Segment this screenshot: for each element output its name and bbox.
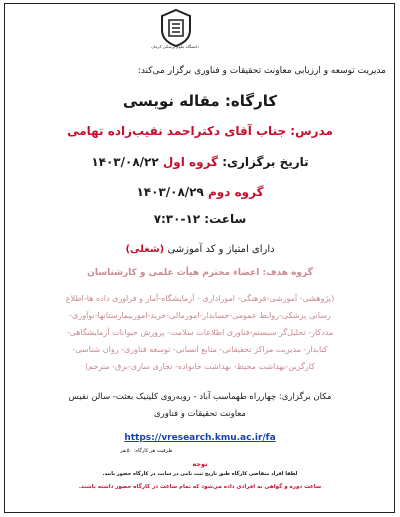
group-2-label: گروه دوم	[207, 185, 264, 199]
attention-heading	[14, 460, 386, 468]
group-1-date: ۱۴۰۳/۰۸/۲۲	[91, 155, 159, 169]
audience-heading: گروه هدف: اعضاء محترم هیأت علمی و کارشناسان	[87, 268, 313, 278]
certificate-note: ساعت دوره و گواهی به افرادی داده می‌شود که تمام ساعت در کارگاه حضور داشته باشند.	[78, 484, 322, 490]
group-2-date: ۱۴۰۳/۰۸/۲۹	[136, 185, 204, 199]
points-line	[14, 244, 386, 255]
date-group-2	[14, 185, 386, 199]
instructor: مدرس: جناب آقای دکتراحمد نقیب‌زاده تهامی	[67, 124, 333, 138]
venue-line-1: مکان برگزاری: چهارراه طهماسب آباد - روبه‌روی کلینیک بعثت- سالن نفیس	[68, 392, 332, 402]
university-logo-icon	[158, 8, 194, 48]
capacity-note: ظرفیت هر کارگاه: ۵۰نفر	[120, 448, 173, 454]
group-1-label: گروه اول	[162, 155, 219, 169]
attention-label: توجه	[192, 460, 208, 468]
workshop-time: ساعت: ۱۲-۷:۳۰	[153, 212, 247, 226]
audience-line-2: رسانی پزشکی-روابط عمومی-حسابدار-امورمالی-خرید-اموربیمارستانها-نوآوری-	[69, 311, 331, 320]
date-group-1	[14, 155, 386, 169]
venue-line-2: معاونت تحقیقات و فناوری	[154, 409, 246, 419]
audience-line-1: (پژوهشی- آموزشی-فرهنگی- اموراداری - آزمایشگاه-آمار و فراوری داده ها-اطلاع	[65, 294, 335, 303]
date-label: تاریخ برگزاری:	[222, 155, 309, 169]
registration-url[interactable]: https://vresearch.kmu.ac.ir/fa	[124, 433, 276, 443]
organizer-intro: مدیریت توسعه و ارزیابی معاونت تحقیقات و فناوری برگزار می‌کند:	[137, 66, 386, 76]
attention-text: لطفا افراد متقاضی کارگاه طبق تاریخ ثبت نامی در سایت در کارگاه حضور یابند.	[102, 471, 298, 477]
audience-line-5: کارگزین-بهداشت محیط- بهداشت خانواده- تجاری سازی-برق- مترجم)	[85, 362, 315, 371]
points-tag: (شغلی)	[125, 244, 165, 255]
audience-line-3: مددکار- تحلیل‌گر سیستم-فناوری اطلاعات سلامت- پرورش حیوانات آزمایشگاهی-	[66, 328, 334, 337]
workshop-title: کارگاه: مقاله نویسی	[122, 92, 278, 110]
logo-caption: دانشگاه علوم پزشکی کرمان	[151, 44, 199, 49]
audience-line-4: کتابدار- مدیریت مراکز تحقیقاتی- منابع انسانی- توسعه فناوری- روان شناسی-	[72, 345, 328, 354]
registration-link[interactable]	[14, 433, 386, 443]
points-prefix: دارای امتیاز و کد آموزشی	[167, 244, 275, 255]
